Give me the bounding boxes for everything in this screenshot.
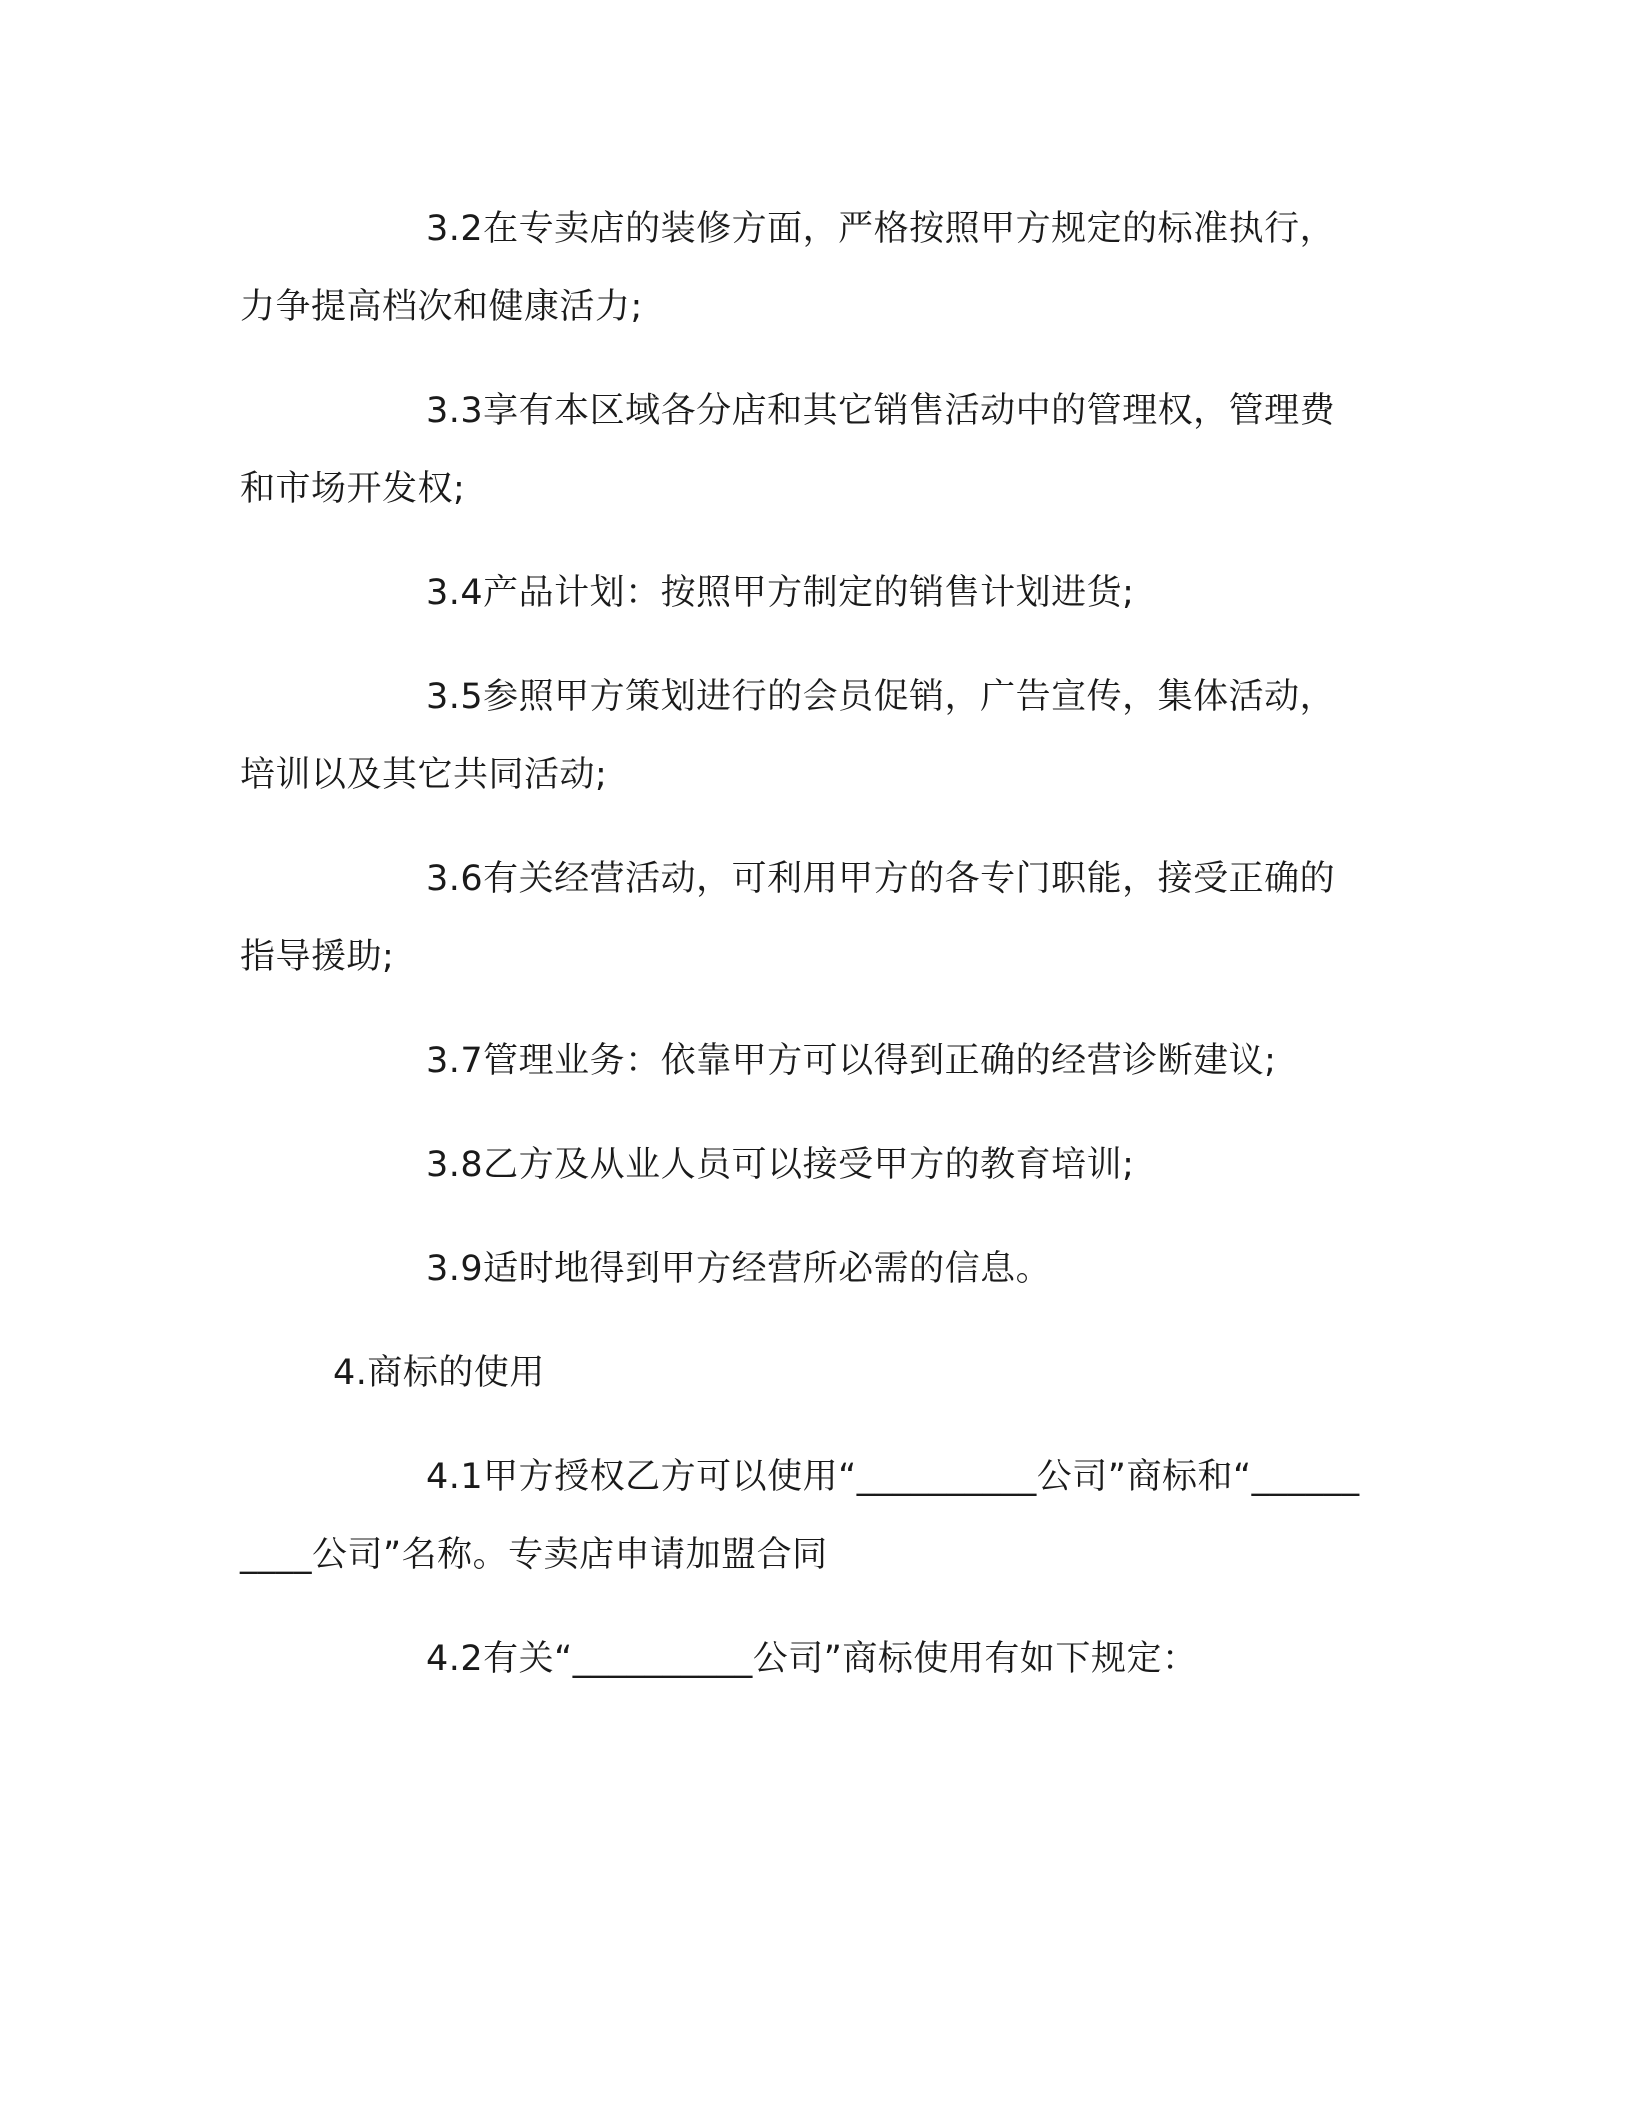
clause-text: 管理业务：依靠甲方可以得到正确的经营诊断建议; [483, 1041, 1277, 1081]
section-heading-trademark: 4.商标的使用 [333, 1353, 545, 1393]
clause-number: 4.1 [426, 1457, 484, 1497]
clause-3-4 [240, 554, 1360, 632]
clause-4-1 [240, 1438, 1360, 1594]
clause-3-9 [240, 1230, 1360, 1308]
clause-text: 有关经营活动，可利用甲方的各专门职能，接受正确的指导援助; [240, 859, 1336, 977]
clause-3-6 [240, 840, 1360, 996]
clause-number: 3.2 [426, 209, 484, 249]
clause-number: 3.9 [426, 1249, 484, 1289]
clause-3-3 [240, 372, 1360, 528]
clause-3-7 [240, 1022, 1360, 1100]
clause-number: 3.4 [426, 573, 484, 613]
clause-4-2 [240, 1620, 1360, 1698]
clause-number: 3.7 [426, 1041, 484, 1081]
clause-3-2 [240, 190, 1360, 346]
clause-number: 3.5 [426, 677, 484, 717]
clause-3-5 [240, 658, 1360, 814]
clause-text: 乙方及从业人员可以接受甲方的教育培训; [483, 1145, 1135, 1185]
clause-3-8 [240, 1126, 1360, 1204]
clause-number: 3.3 [426, 391, 484, 431]
clause-number: 3.8 [426, 1145, 484, 1185]
clause-number: 4.2 [426, 1639, 484, 1679]
clause-text: 享有本区域各分店和其它销售活动中的管理权，管理费和市场开发权; [240, 391, 1336, 509]
clause-text: 产品计划：按照甲方制定的销售计划进货; [483, 573, 1135, 613]
clause-text: 有关“__________公司”商标使用有如下规定： [483, 1639, 1198, 1679]
clause-text: 参照甲方策划进行的会员促销，广告宣传，集体活动，培训以及其它共同活动; [240, 677, 1336, 795]
clause-number: 3.6 [426, 859, 484, 899]
clause-text: 在专卖店的装修方面，严格按照甲方规定的标准执行，力争提高档次和健康活力; [240, 209, 1336, 327]
clause-text: 适时地得到甲方经营所必需的信息。 [483, 1249, 1052, 1289]
clause-text: 甲方授权乙方可以使用“__________公司”商标和“__________公司”名称。专卖店申请加盟合同 [240, 1457, 1360, 1575]
document-body [240, 190, 1360, 1724]
